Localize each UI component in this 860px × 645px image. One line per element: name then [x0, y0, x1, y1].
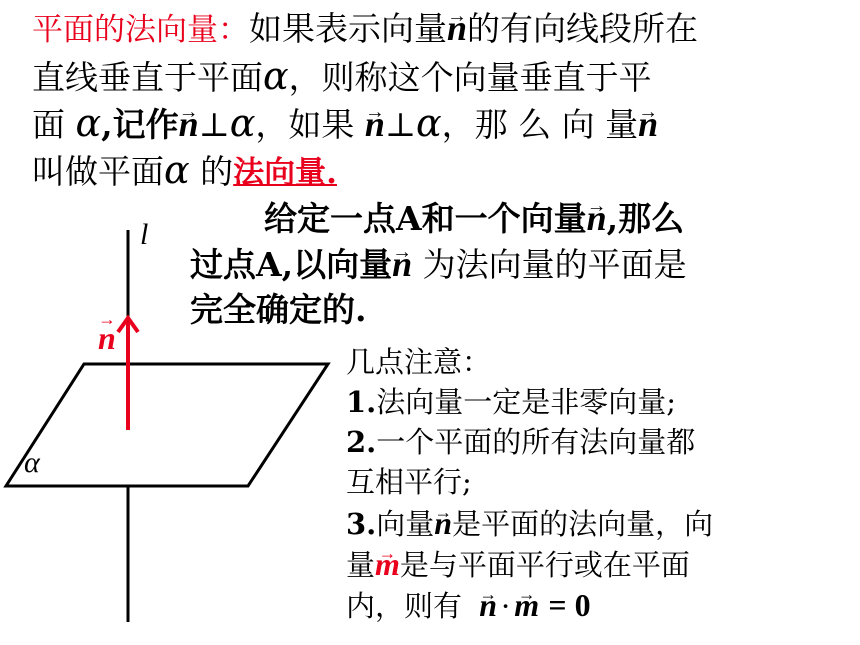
definition-text: 如果表示向量: [249, 9, 447, 48]
note-text: 内，则有: [346, 589, 463, 623]
note-text: 向量: [376, 507, 435, 541]
vector-n: → n: [587, 198, 607, 238]
definition-line-2: [32, 56, 652, 98]
definition-line-3: [32, 103, 658, 145]
definition-text: 的有向线段所在: [467, 9, 699, 48]
perp-symbol: ⊥: [198, 105, 230, 144]
perp-symbol: ⊥: [384, 105, 416, 144]
alpha-symbol: α: [229, 101, 256, 145]
vector-n: → n: [365, 104, 385, 144]
plane-alpha-label: α: [24, 446, 40, 479]
definition-text: ，那 么 向 量: [441, 105, 639, 144]
vector-n: → n: [447, 8, 467, 48]
alpha-symbol: α: [263, 54, 289, 98]
note-2a: [346, 423, 695, 461]
normal-vector-term: 法向量.: [233, 155, 337, 191]
note-1: [346, 383, 676, 421]
notes-title: [346, 343, 491, 381]
note-number: 3.: [346, 507, 377, 541]
vector-n: → n: [179, 104, 199, 144]
definition-line-4: [32, 150, 337, 193]
note-text: 法向量一定是非零向量;: [376, 385, 677, 419]
vector-n: → n: [434, 504, 452, 542]
plane-normal-figure: [0, 222, 340, 642]
vector-m: → m: [375, 545, 400, 583]
note-text: 互相平行;: [346, 465, 472, 499]
definition-text: 直线垂直于平面: [32, 58, 263, 97]
plane-parallelogram: [6, 364, 328, 486]
definition-text: ,记作: [101, 105, 179, 144]
note-3c: [346, 586, 591, 625]
note-3a: [346, 504, 713, 543]
definition-text: ，如果: [255, 105, 355, 144]
alpha-symbol: α: [75, 101, 102, 145]
note-2b: [346, 463, 472, 501]
definition-line-1: [32, 8, 698, 50]
note-number: 1.: [346, 385, 377, 419]
paragraph-text: 为法向量的平面是: [422, 245, 687, 284]
definition-term: 平面的法向量：: [32, 12, 249, 48]
vector-n: → n: [638, 104, 658, 144]
paragraph-text: ,那么: [606, 199, 685, 238]
vector-n-label: → n: [98, 320, 116, 357]
alpha-symbol: α: [416, 101, 442, 145]
definition-text: 的: [200, 152, 234, 191]
dot-operator: ·: [501, 589, 511, 623]
definition-text: ，则称这个向量垂直于平: [288, 58, 652, 97]
formula-vector-n: → n: [479, 586, 497, 624]
formula-vector-m: → m: [514, 586, 539, 624]
line-l-label: l: [140, 218, 149, 251]
note-text: 是与平面平行或在平面: [399, 548, 690, 582]
paragraph-text: 过点A,以向量: [190, 245, 393, 284]
notes-title-text: 几点注意：: [346, 345, 492, 379]
definition-text: 叫做平面: [32, 152, 164, 191]
formula-equals-zero: = 0: [548, 587, 591, 623]
note-text: 是平面的法向量，向: [452, 507, 714, 541]
note-text: 量: [346, 548, 376, 582]
alpha-symbol: α: [164, 148, 190, 192]
note-number: 2.: [346, 425, 377, 459]
note-text: 一个平面的所有法向量都: [376, 425, 696, 459]
paragraph-text: 完全确定的.: [190, 290, 367, 329]
paragraph-text: 给定一点A和一个向量: [264, 199, 587, 238]
vector-n: → n: [392, 244, 412, 284]
definition-text: 面: [32, 105, 65, 144]
